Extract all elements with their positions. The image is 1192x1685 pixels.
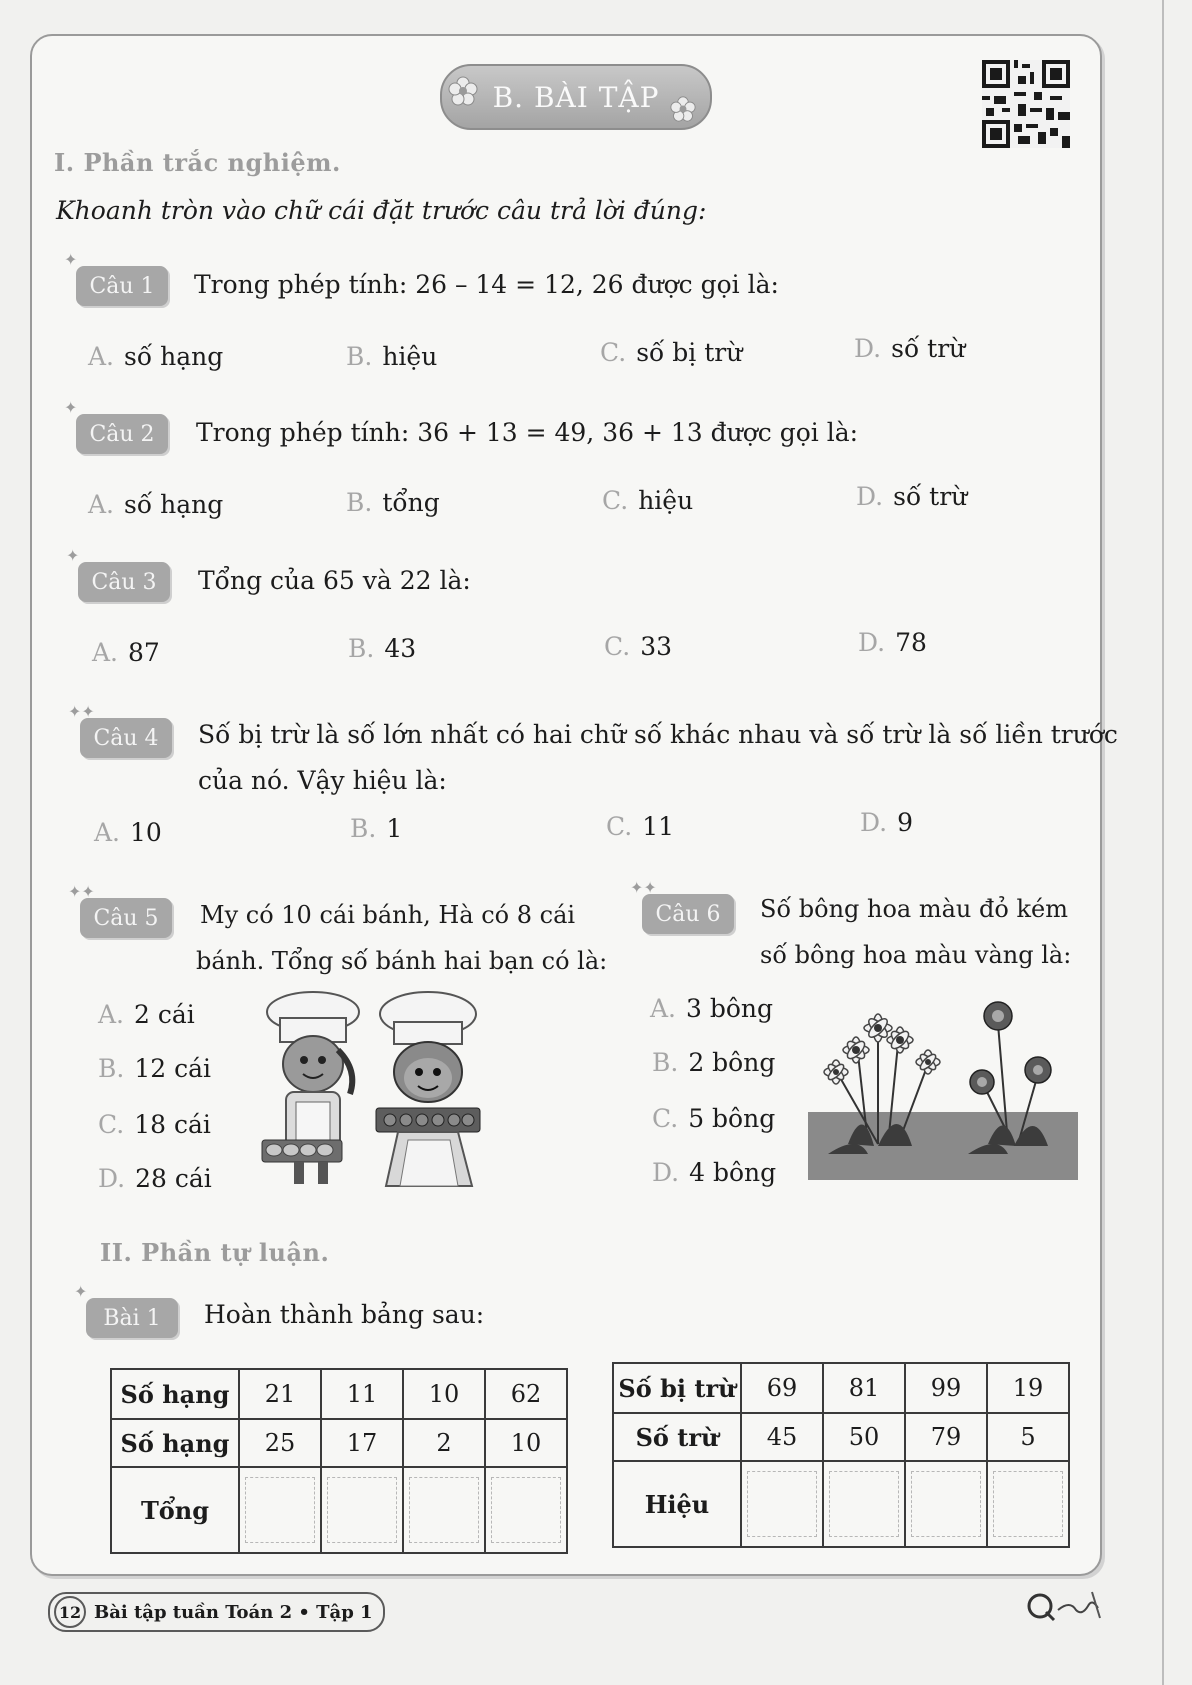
question-tag: ✦✦ Câu 5 [80,898,172,938]
question-tag: ✦✦ Câu 6 [642,894,734,934]
answer-cell[interactable] [239,1467,321,1553]
cell: 81 [823,1363,905,1413]
answer-cell[interactable] [403,1467,485,1553]
question-text-line1: Số bị trừ là số lớn nhất có hai chữ số khác nhau và số trừ là số liền trước [198,720,1118,749]
question-tag: ✦ Câu 2 [76,414,168,454]
question-tag: ✦ Câu 1 [76,266,168,306]
option-c[interactable]: C. số bị trừ [600,338,743,367]
exercise-text: Hoàn thành bảng sau: [204,1300,485,1329]
option-c[interactable]: C. hiệu [602,486,694,515]
answer-cell[interactable] [987,1461,1069,1547]
cell: 25 [239,1419,321,1467]
option-d[interactable]: D. 9 [860,808,914,837]
question-text-line1: My có 10 cái bánh, Hà có 8 cái [200,901,576,929]
section-badge-label: B. BÀI TẬP [492,80,660,114]
option-a[interactable]: A. 10 [94,818,162,847]
cell: 5 [987,1413,1069,1461]
cell: 11 [321,1369,403,1419]
question-text-line2: của nó. Vậy hiệu là: [198,766,447,795]
question-text: Trong phép tính: 26 – 14 = 12, 26 được gọi là: [194,270,779,299]
cell: 45 [741,1413,823,1461]
part1-title: I. Phần trắc nghiệm. [54,148,341,177]
flower-icon [448,76,478,106]
option-a[interactable]: A. 2 cái [98,1000,195,1029]
question-text-line1: Số bông hoa màu đỏ kém [760,895,1068,923]
cell: 10 [485,1419,567,1467]
flower-icon [670,96,696,122]
row-label: Tổng [111,1467,239,1553]
option-b[interactable]: B. 43 [348,634,417,663]
exercise-tag: ✦ Bài 1 [86,1298,178,1338]
option-b[interactable]: B. 1 [350,814,403,843]
cell: 62 [485,1369,567,1419]
cell: 17 [321,1419,403,1467]
row-label: Số trừ [613,1413,741,1461]
option-b[interactable]: B. 2 bông [652,1048,776,1077]
option-c[interactable]: C. 11 [606,812,674,841]
page-edge [1162,0,1164,1685]
option-a[interactable]: A. 87 [92,638,160,667]
cell: 10 [403,1369,485,1419]
row-label: Hiệu [613,1461,741,1547]
question-tag: ✦✦ Câu 4 [80,718,172,758]
qr-code-icon[interactable] [982,60,1070,148]
sum-table [110,1368,568,1554]
option-d[interactable]: D. số trừ [856,482,968,511]
flowers-illustration [808,994,1078,1180]
cell: 50 [823,1413,905,1461]
answer-cell[interactable] [905,1461,987,1547]
question-text: Tổng của 65 và 22 là: [198,566,471,595]
option-d[interactable]: D. 28 cái [98,1164,212,1193]
option-c[interactable]: C. 5 bông [652,1104,776,1133]
answer-cell[interactable] [485,1467,567,1553]
answer-cell[interactable] [823,1461,905,1547]
difference-table [612,1362,1070,1548]
instruction: Khoanh tròn vào chữ cái đặt trước câu trả lời đúng: [56,196,707,225]
question-text-line2: bánh. Tổng số bánh hai bạn có là: [196,947,608,975]
qbooks-logo-icon [1026,1586,1106,1626]
option-b[interactable]: B. 12 cái [98,1054,211,1083]
part2-title: II. Phần tự luận. [100,1238,330,1267]
cell: 21 [239,1369,321,1419]
option-b[interactable]: B. tổng [346,488,440,517]
cell: 79 [905,1413,987,1461]
option-a[interactable]: A. 3 bông [650,994,774,1023]
cell: 69 [741,1363,823,1413]
option-c[interactable]: C. 18 cái [98,1110,211,1139]
footer-badge [48,1592,385,1632]
option-a[interactable]: A. số hạng [88,490,224,519]
cell: 19 [987,1363,1069,1413]
answer-cell[interactable] [321,1467,403,1553]
page-number: 12 [54,1596,86,1628]
chef-children-illustration [258,990,500,1190]
cell: 2 [403,1419,485,1467]
option-c[interactable]: C. 33 [604,632,672,661]
cell: 99 [905,1363,987,1413]
option-a[interactable]: A. số hạng [88,342,224,371]
row-label: Số bị trừ [613,1363,741,1413]
question-text-line2: số bông hoa màu vàng là: [760,941,1072,969]
option-d[interactable]: D. 4 bông [652,1158,777,1187]
question-tag: ✦ Câu 3 [78,562,170,602]
answer-cell[interactable] [741,1461,823,1547]
option-d[interactable]: D. số trừ [854,334,966,363]
row-label: Số hạng [111,1419,239,1467]
option-b[interactable]: B. hiệu [346,342,438,371]
book-title: Bài tập tuần Toán 2 • Tập 1 [94,1601,373,1623]
question-text: Trong phép tính: 36 + 13 = 49, 36 + 13 được gọi là: [196,418,859,447]
option-d[interactable]: D. 78 [858,628,927,657]
row-label: Số hạng [111,1369,239,1419]
